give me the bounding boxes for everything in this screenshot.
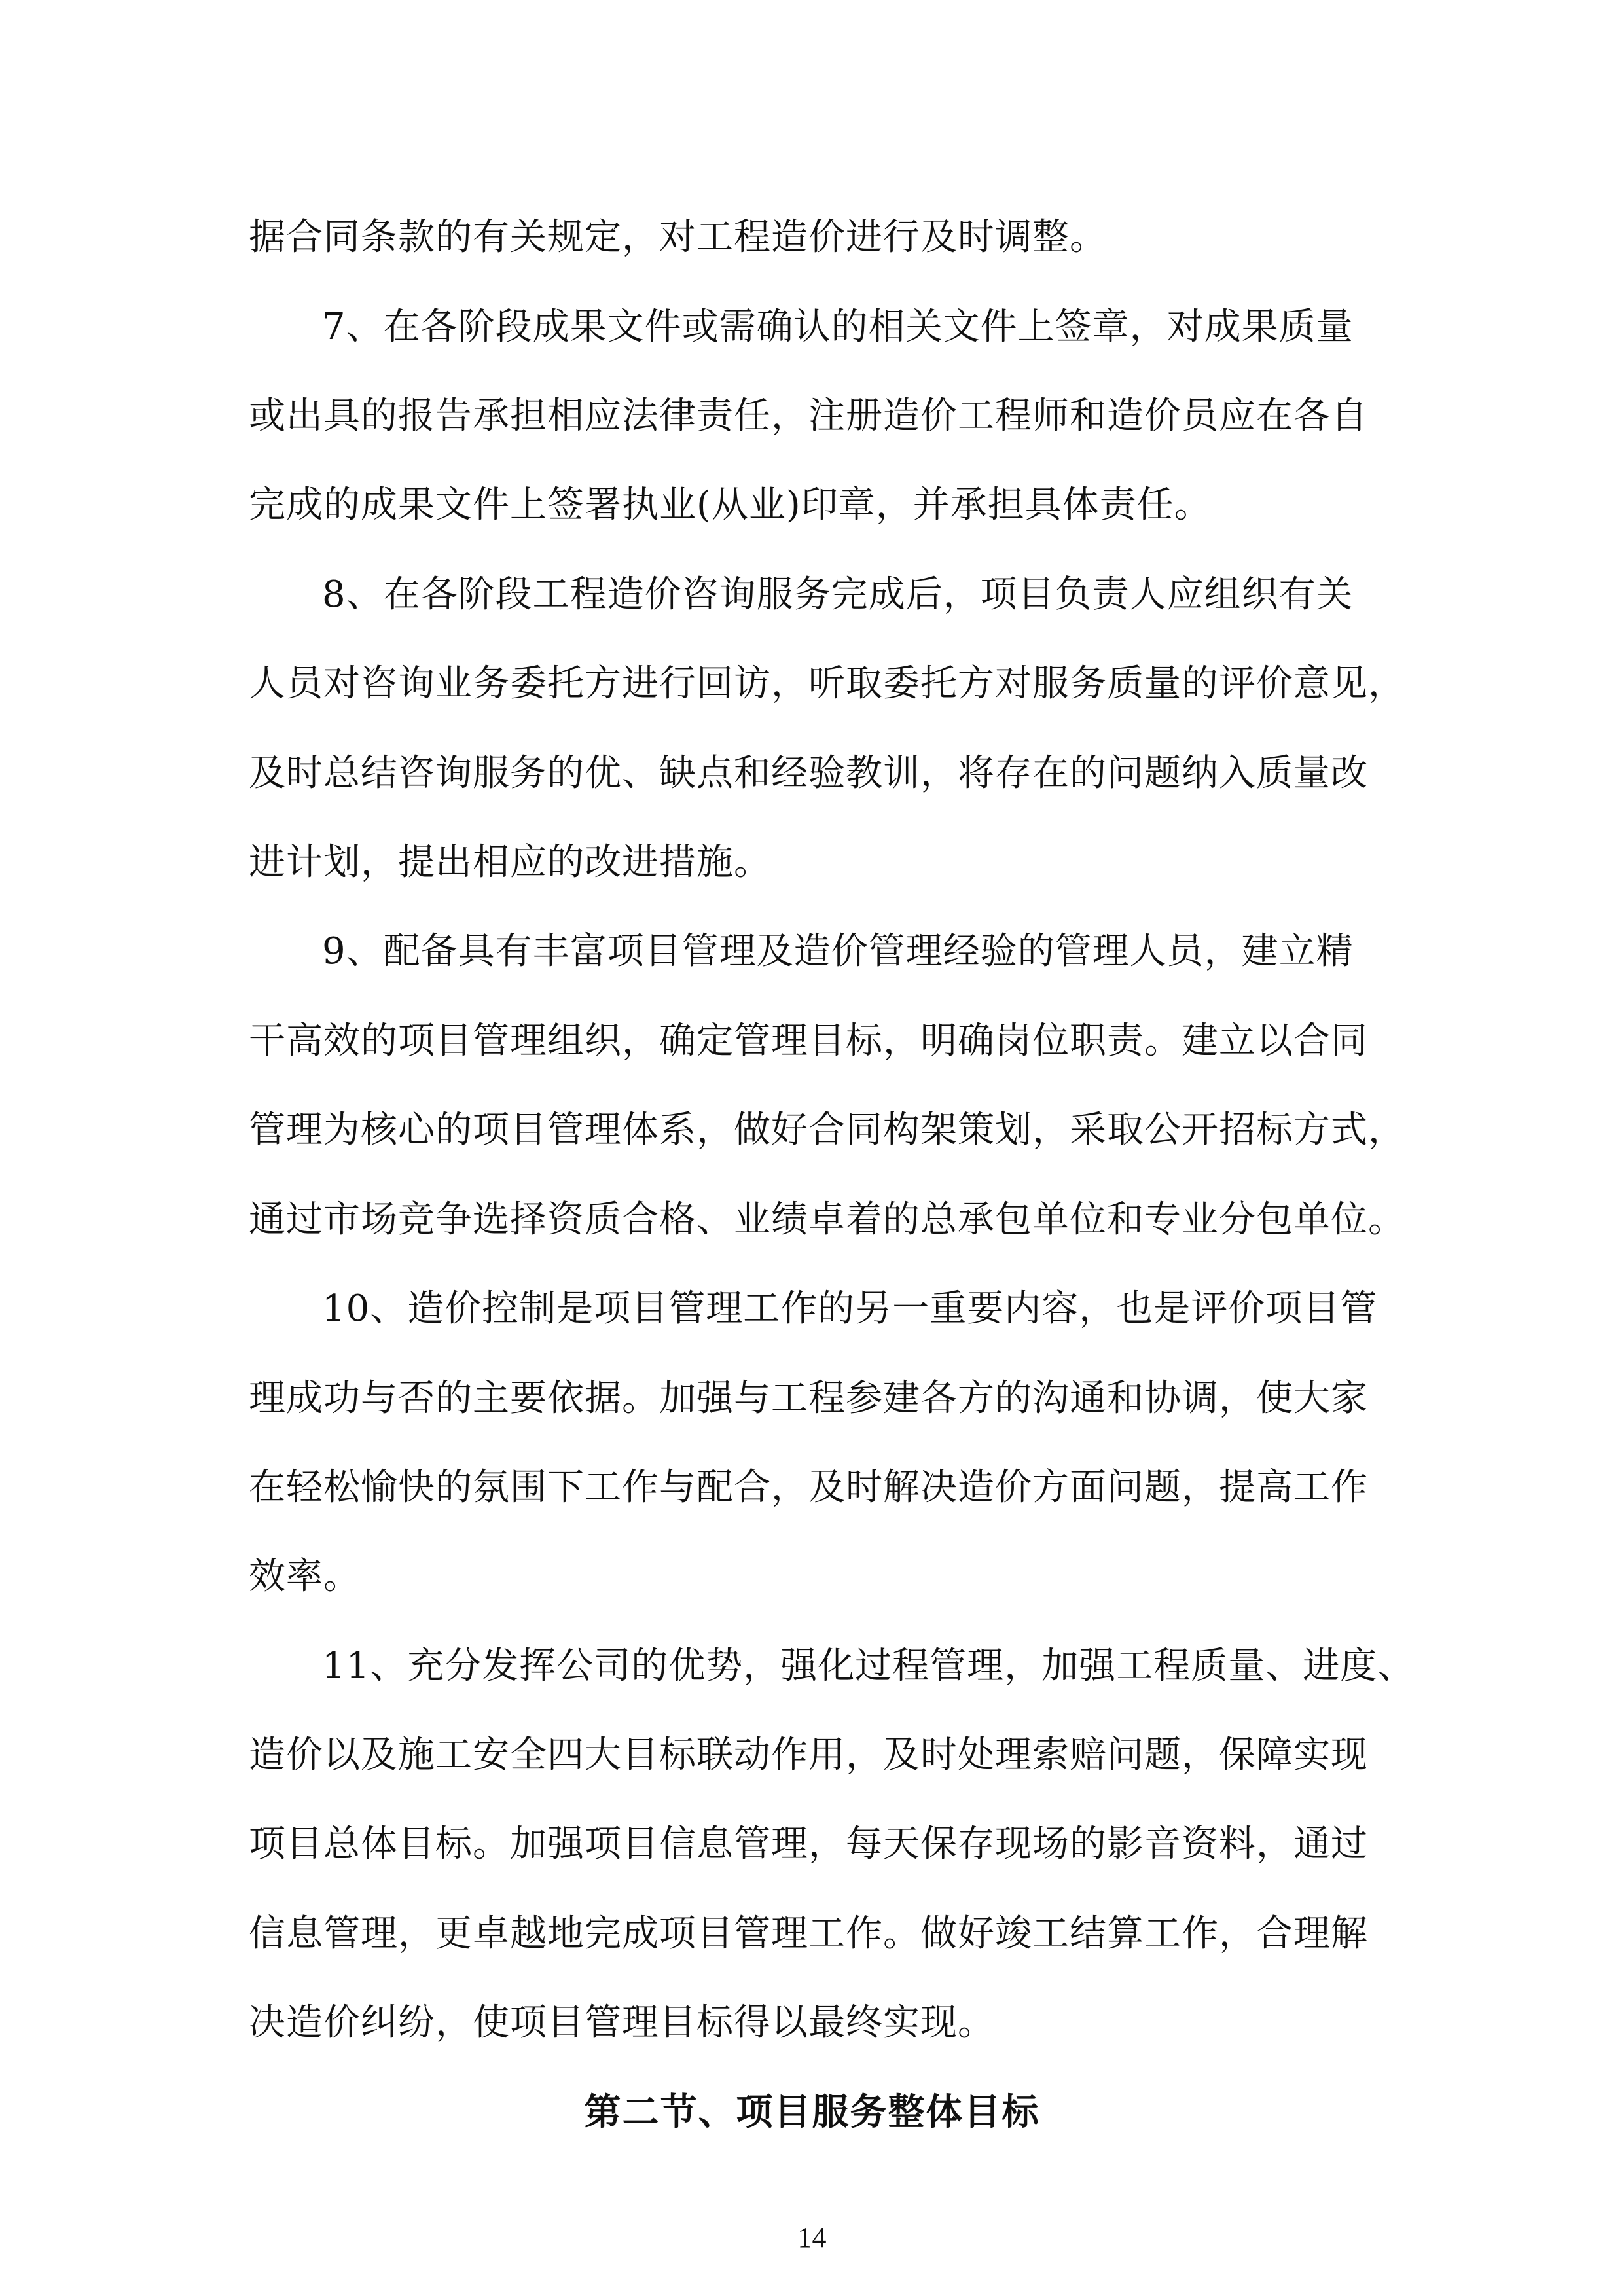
paragraph-line: 干高效的项目管理组织，确定管理目标，明确岗位职责。建立以合同	[249, 1020, 1368, 1062]
paragraph-line: 理成功与否的主要依据。加强与工程参建各方的沟通和协调，使大家	[249, 1377, 1368, 1420]
paragraph-line: 通过市场竞争选择资质合格、业绩卓着的总承包单位和专业分包单位。	[249, 1198, 1405, 1241]
paragraph-line: 项目总体目标。加强项目信息管理，每天保存现场的影音资料，通过	[249, 1823, 1368, 1865]
paragraph-line: 效率。	[249, 1555, 361, 1598]
paragraph-line: 决造价纠纷，使项目管理目标得以最终实现。	[249, 2001, 995, 2044]
paragraph-line: 9、配备具有丰富项目管理及造价管理经验的管理人员，建立精	[322, 930, 1354, 973]
paragraph-line: 进计划，提出相应的改进措施。	[249, 841, 771, 884]
paragraph-line: 或出具的报告承担相应法律责任，注册造价工程师和造价员应在各自	[249, 395, 1368, 437]
paragraph-line: 7、在各阶段成果文件或需确认的相关文件上签章，对成果质量	[322, 306, 1354, 348]
paragraph-line: 10、造价控制是项目管理工作的另一重要内容，也是评价项目管	[322, 1287, 1378, 1330]
paragraph-line: 在轻松愉快的氛围下工作与配合，及时解决造价方面问题，提高工作	[249, 1466, 1368, 1509]
paragraph-line: 及时总结咨询服务的优、缺点和经验教训，将存在的问题纳入质量改	[249, 752, 1368, 795]
paragraph-line: 管理为核心的项目管理体系，做好合同构架策划，采取公开招标方式，	[249, 1109, 1405, 1151]
paragraph-line: 11、充分发挥公司的优势，强化过程管理，加强工程质量、进度、	[322, 1645, 1415, 1687]
paragraph-line: 造价以及施工安全四大目标联动作用，及时处理索赔问题，保障实现	[249, 1734, 1368, 1776]
paragraph-line: 人员对咨询业务委托方进行回访，听取委托方对服务质量的评价意见，	[249, 662, 1405, 705]
paragraph-line: 8、在各阶段工程造价咨询服务完成后，项目负责人应组织有关	[322, 573, 1354, 616]
paragraph-line: 据合同条款的有关规定，对工程造价进行及时调整。	[249, 216, 1107, 259]
section-heading: 第二节、项目服务整体目标	[584, 2091, 1040, 2134]
paragraph-line: 信息管理，更卓越地完成项目管理工作。做好竣工结算工作，合理解	[249, 1912, 1368, 1955]
page-number: 14	[797, 2221, 827, 2253]
paragraph-line: 完成的成果文件上签署执业(从业)印章，并承担具体责任。	[249, 484, 1212, 526]
